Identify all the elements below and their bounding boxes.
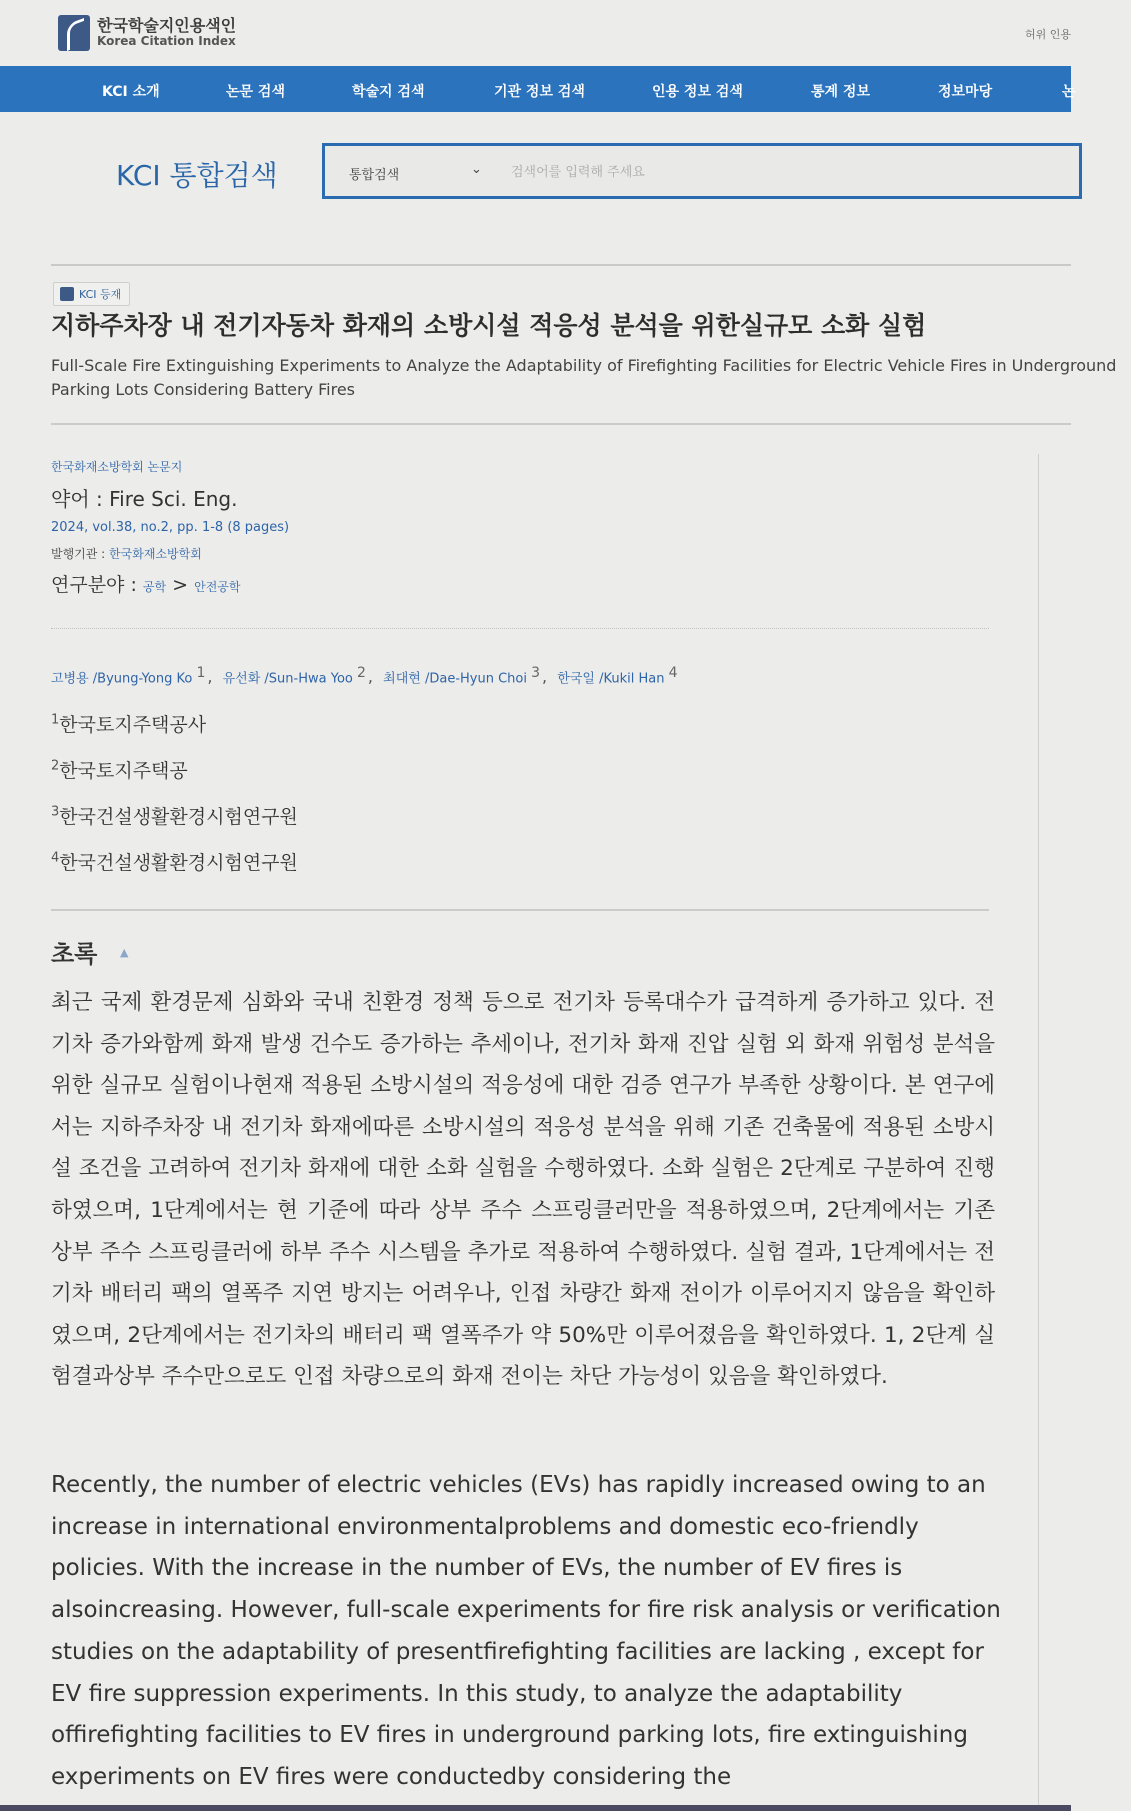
author-sup: 1 xyxy=(196,665,206,681)
kci-badge-icon xyxy=(60,287,74,301)
badge-label: KCI 등재 xyxy=(79,288,122,301)
kci-logo-icon xyxy=(58,15,90,51)
divider xyxy=(51,264,1071,266)
affiliation-name: 한국건설생활환경시험연구원 xyxy=(59,806,298,828)
volume-info-link[interactable]: 2024, vol.38, no.2, pp. 1-8 (8 pages) xyxy=(51,520,290,535)
field-separator: > xyxy=(172,574,189,596)
logo-title-en: Korea Citation Index xyxy=(97,34,236,49)
author-sup: 3 xyxy=(531,665,541,681)
divider xyxy=(51,423,1071,425)
affiliation xyxy=(51,802,298,829)
bottom-bar xyxy=(0,1805,1071,1811)
publisher-link[interactable]: 한국화재소방학회 xyxy=(109,547,202,561)
nav-item-statistics[interactable]: 통계 정보 xyxy=(811,84,870,100)
nav-item-journal-search[interactable]: 학술지 검색 xyxy=(352,84,425,100)
abstract-ko: 최근 국제 환경문제 심화와 국내 친환경 정책 등으로 전기차 등록대수가 급격하게 증가하고 있다. 전기차 증가와함께 화재 발생 건수도 증가하는 추세이나, 전기차 화재 진압 실험 외 화재 위험성 분석을 위한 실규모 실험이나현재 적용된 소방시설의 적응성에 대한 검증 연구가 부족한 상황이다. 본 연구에서는 지하주차장 내 전기차 화재에따른 소방시설의 적응성 분석을 위해 기존 건축물에 적용된 소방시설 조건을 고려하여 전기차 화재에 대한 소화 실험을 수행하였다. 소화 실험은 2단계로 구분하여 진행하였으며, 1단계에서는 현 기준에 따라 상부 주수 스프링클러만을 적용하였으며, 2단계에서는 기존 상부 주수 스프링클러에 하부 주수 시스템을 추가로 적용하여 수행하였다. 실험 결과, 1단계에서는 전기차 배터리 팩의 열폭주 지연 방지는 어려우나, 인접 차량간 화재 전이가 이루어지지 않음을 확인하였으며, 2단계에서는 전기차의 배터리 팩 열폭주가 약 50%만 이루어졌음을 확인하였다. 1, 2단계 실험결과상부 주수만으로도 인접 차량으로의 화재 전이는 차단 가능성이 있음을 확인하였다. xyxy=(51,990,995,1390)
article-title-en: Full-Scale Fire Extinguishing Experiments to Analyze the Adaptability of Firefighting Facilities for Electric Vehicle Fires in Underground Parking Lots Considering Battery Fires xyxy=(51,356,1117,399)
affiliation-name: 한국건설생활환경시험연구원 xyxy=(59,852,298,874)
abstract-en: Recently, the number of electric vehicles (EVs) has rapidly increased owing to an increase in international environmentalproblems and domestic eco-friendly policies. With the increase in the number of EVs, the number of EV fires is alsoincreasing. However, full-scale experiments for fire risk analysis or verification studies on the adaptability of presentfirefighting facilities are lacking , except for EV fire suppression experiments. In this study, to analyze the adaptability offirefighting facilities to EV fires in underground parking lots, fire extinguishing experiments on EV fires were conductedby considering the xyxy=(51,1472,1001,1790)
kci-registered-badge xyxy=(53,282,130,306)
author-sup: 4 xyxy=(668,665,678,681)
nav-item-institution-search[interactable]: 기관 정보 검색 xyxy=(494,84,585,100)
author-list: 고병용 /Byung-Yong Ko $^1$ , 유선화 /Sun-Hwa Yoo $^2$ , 최대현 /Dae-Hyun Choi $^3$ , 한국일 /Kukil Han $^4$ xyxy=(51,665,678,687)
publisher-info xyxy=(51,545,202,562)
publisher-label: 발행기관 : xyxy=(51,547,110,561)
affiliation-sup: 2 xyxy=(51,758,60,774)
dotted-divider xyxy=(51,628,989,629)
sidebar-divider xyxy=(1038,454,1039,1811)
nav-item-info-board[interactable]: 정보마당 xyxy=(938,84,993,100)
affiliation-name: 한국토지주택공 xyxy=(59,760,188,782)
search-scope-select[interactable]: 통합검색 xyxy=(349,168,400,183)
search-bar xyxy=(322,143,1082,199)
kci-search-brand: KCI 통합검색 xyxy=(116,159,278,192)
article-title-ko: 지하주차장 내 전기자동차 화재의 소방시설 적응성 분석을 위한실규모 소화 실험 xyxy=(51,311,927,340)
author-sup: 2 xyxy=(357,665,366,681)
search-input[interactable] xyxy=(509,156,1073,188)
top-utility-link[interactable]: 허위 인용 xyxy=(1024,28,1071,41)
nav-item-kci-intro[interactable]: KCI 소개 xyxy=(102,84,160,100)
journal-abbreviation: 약어 : Fire Sci. Eng. xyxy=(51,487,238,511)
author-link[interactable]: 최대현 /Dae-Hyun Choi xyxy=(383,671,527,687)
affiliation xyxy=(51,710,206,737)
field-link-safety-engineering[interactable]: 안전공학 xyxy=(194,580,241,594)
affiliation-sup: 4 xyxy=(51,850,60,866)
field-label: 연구분야 : xyxy=(51,574,143,596)
abstract-heading: 초록 xyxy=(51,940,98,968)
journal-name-link[interactable]: 한국화재소방학회 논문지 xyxy=(51,460,183,474)
affiliation xyxy=(51,756,188,783)
chevron-down-icon[interactable]: ⌄ xyxy=(471,162,482,177)
author-link[interactable]: 유선화 /Sun-Hwa Yoo xyxy=(222,671,353,687)
kci-logo[interactable] xyxy=(58,15,236,51)
main-nav xyxy=(0,66,1076,112)
top-header xyxy=(0,0,1071,66)
author-link[interactable]: 고병용 /Byung-Yong Ko xyxy=(51,671,193,687)
nav-item-article-search[interactable]: 논문 검색 xyxy=(226,84,285,100)
affiliation xyxy=(51,848,298,875)
affiliation-sup: 1 xyxy=(51,712,60,728)
logo-text xyxy=(97,18,236,47)
affiliation-sup: 3 xyxy=(51,804,60,820)
nav-item-more[interactable]: 논 xyxy=(1062,84,1076,100)
nav-item-citation-search[interactable]: 인용 정보 검색 xyxy=(652,84,743,100)
field-link-engineering[interactable]: 공학 xyxy=(142,580,167,594)
research-field xyxy=(51,570,240,597)
logo-title-ko: 한국학술지인용색인 xyxy=(97,16,237,36)
divider xyxy=(51,909,989,911)
affiliation-name: 한국토지주택공사 xyxy=(59,714,207,736)
collapse-toggle-icon[interactable]: ▲ xyxy=(120,946,129,959)
author-link[interactable]: 한국일 /Kukil Han xyxy=(557,671,665,687)
